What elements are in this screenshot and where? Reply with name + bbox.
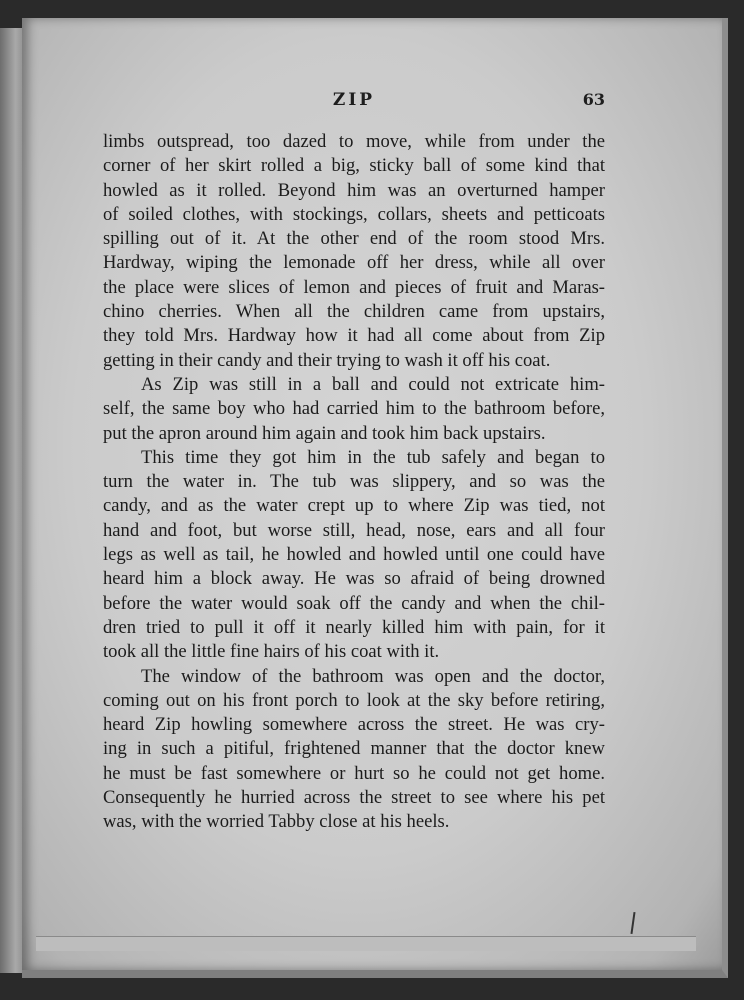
text-line: heard him a block away. He was so afraid of being drowned bbox=[103, 568, 605, 590]
text-line: the place were slices of lemon and pieces of fruit and Maras- bbox=[103, 276, 605, 298]
text-line: spilling out of it. At the other end of the room stood Mrs. bbox=[103, 228, 605, 250]
text-line: he must be fast somewhere or hurt so he could not get home. bbox=[103, 762, 605, 784]
text-line: howled as it rolled. Beyond him was an overturned hamper bbox=[103, 179, 605, 201]
text-line: getting in their candy and their trying to wash it off his coat. bbox=[103, 349, 551, 371]
text-line: put the apron around him again and took him back upstairs. bbox=[103, 422, 546, 444]
text-line: Consequently he hurried across the street to see where his pet bbox=[103, 787, 605, 809]
text-line: chino cherries. When all the children came from upstairs, bbox=[103, 301, 605, 323]
page-header bbox=[103, 90, 605, 116]
text-line: corner of her skirt rolled a big, sticky ball of some kind that bbox=[103, 155, 605, 177]
text-line: self, the same boy who had carried him to the bathroom before, bbox=[103, 398, 605, 420]
text-line: of soiled clothes, with stockings, collars, sheets and petticoats bbox=[103, 203, 605, 225]
text-line: was, with the worried Tabby close at his heels. bbox=[103, 811, 450, 833]
text-line: This time they got him in the tub safely and began to bbox=[141, 446, 605, 468]
text-line: The window of the bathroom was open and the doctor, bbox=[141, 665, 605, 687]
text-line: heard Zip howling somewhere across the street. He was cry- bbox=[103, 714, 605, 736]
page-body-text bbox=[103, 130, 605, 835]
text-line: Hardway, wiping the lemonade off her dress, while all over bbox=[103, 252, 605, 274]
text-line: legs as well as tail, he howled and howled until one could have bbox=[103, 544, 605, 566]
text-line: dren tried to pull it off it nearly killed him with pain, for it bbox=[103, 616, 605, 638]
text-line: took all the little fine hairs of his coat with it. bbox=[103, 641, 440, 663]
text-line: limbs outspread, too dazed to move, while from under the bbox=[103, 131, 605, 152]
text-line: before the water would soak off the candy and when the chil- bbox=[103, 592, 605, 614]
page-bottom-edge bbox=[36, 936, 696, 951]
text-line: candy, and as the water crept up to where Zip was tied, not bbox=[103, 495, 605, 517]
text-line: As Zip was still in a ball and could not extricate him- bbox=[141, 373, 605, 395]
running-title: ZIP bbox=[332, 90, 376, 110]
text-line: hand and foot, but worse still, head, nose, ears and all four bbox=[103, 519, 605, 541]
page-number: 63 bbox=[582, 90, 605, 109]
text-line: they told Mrs. Hardway how it had all come about from Zip bbox=[103, 325, 605, 347]
text-line: ing in such a pitiful, frightened manner that the doctor knew bbox=[103, 738, 605, 760]
text-line: turn the water in. The tub was slippery, and so was the bbox=[103, 471, 605, 493]
text-line: coming out on his front porch to look at the sky before retiring, bbox=[103, 689, 605, 711]
